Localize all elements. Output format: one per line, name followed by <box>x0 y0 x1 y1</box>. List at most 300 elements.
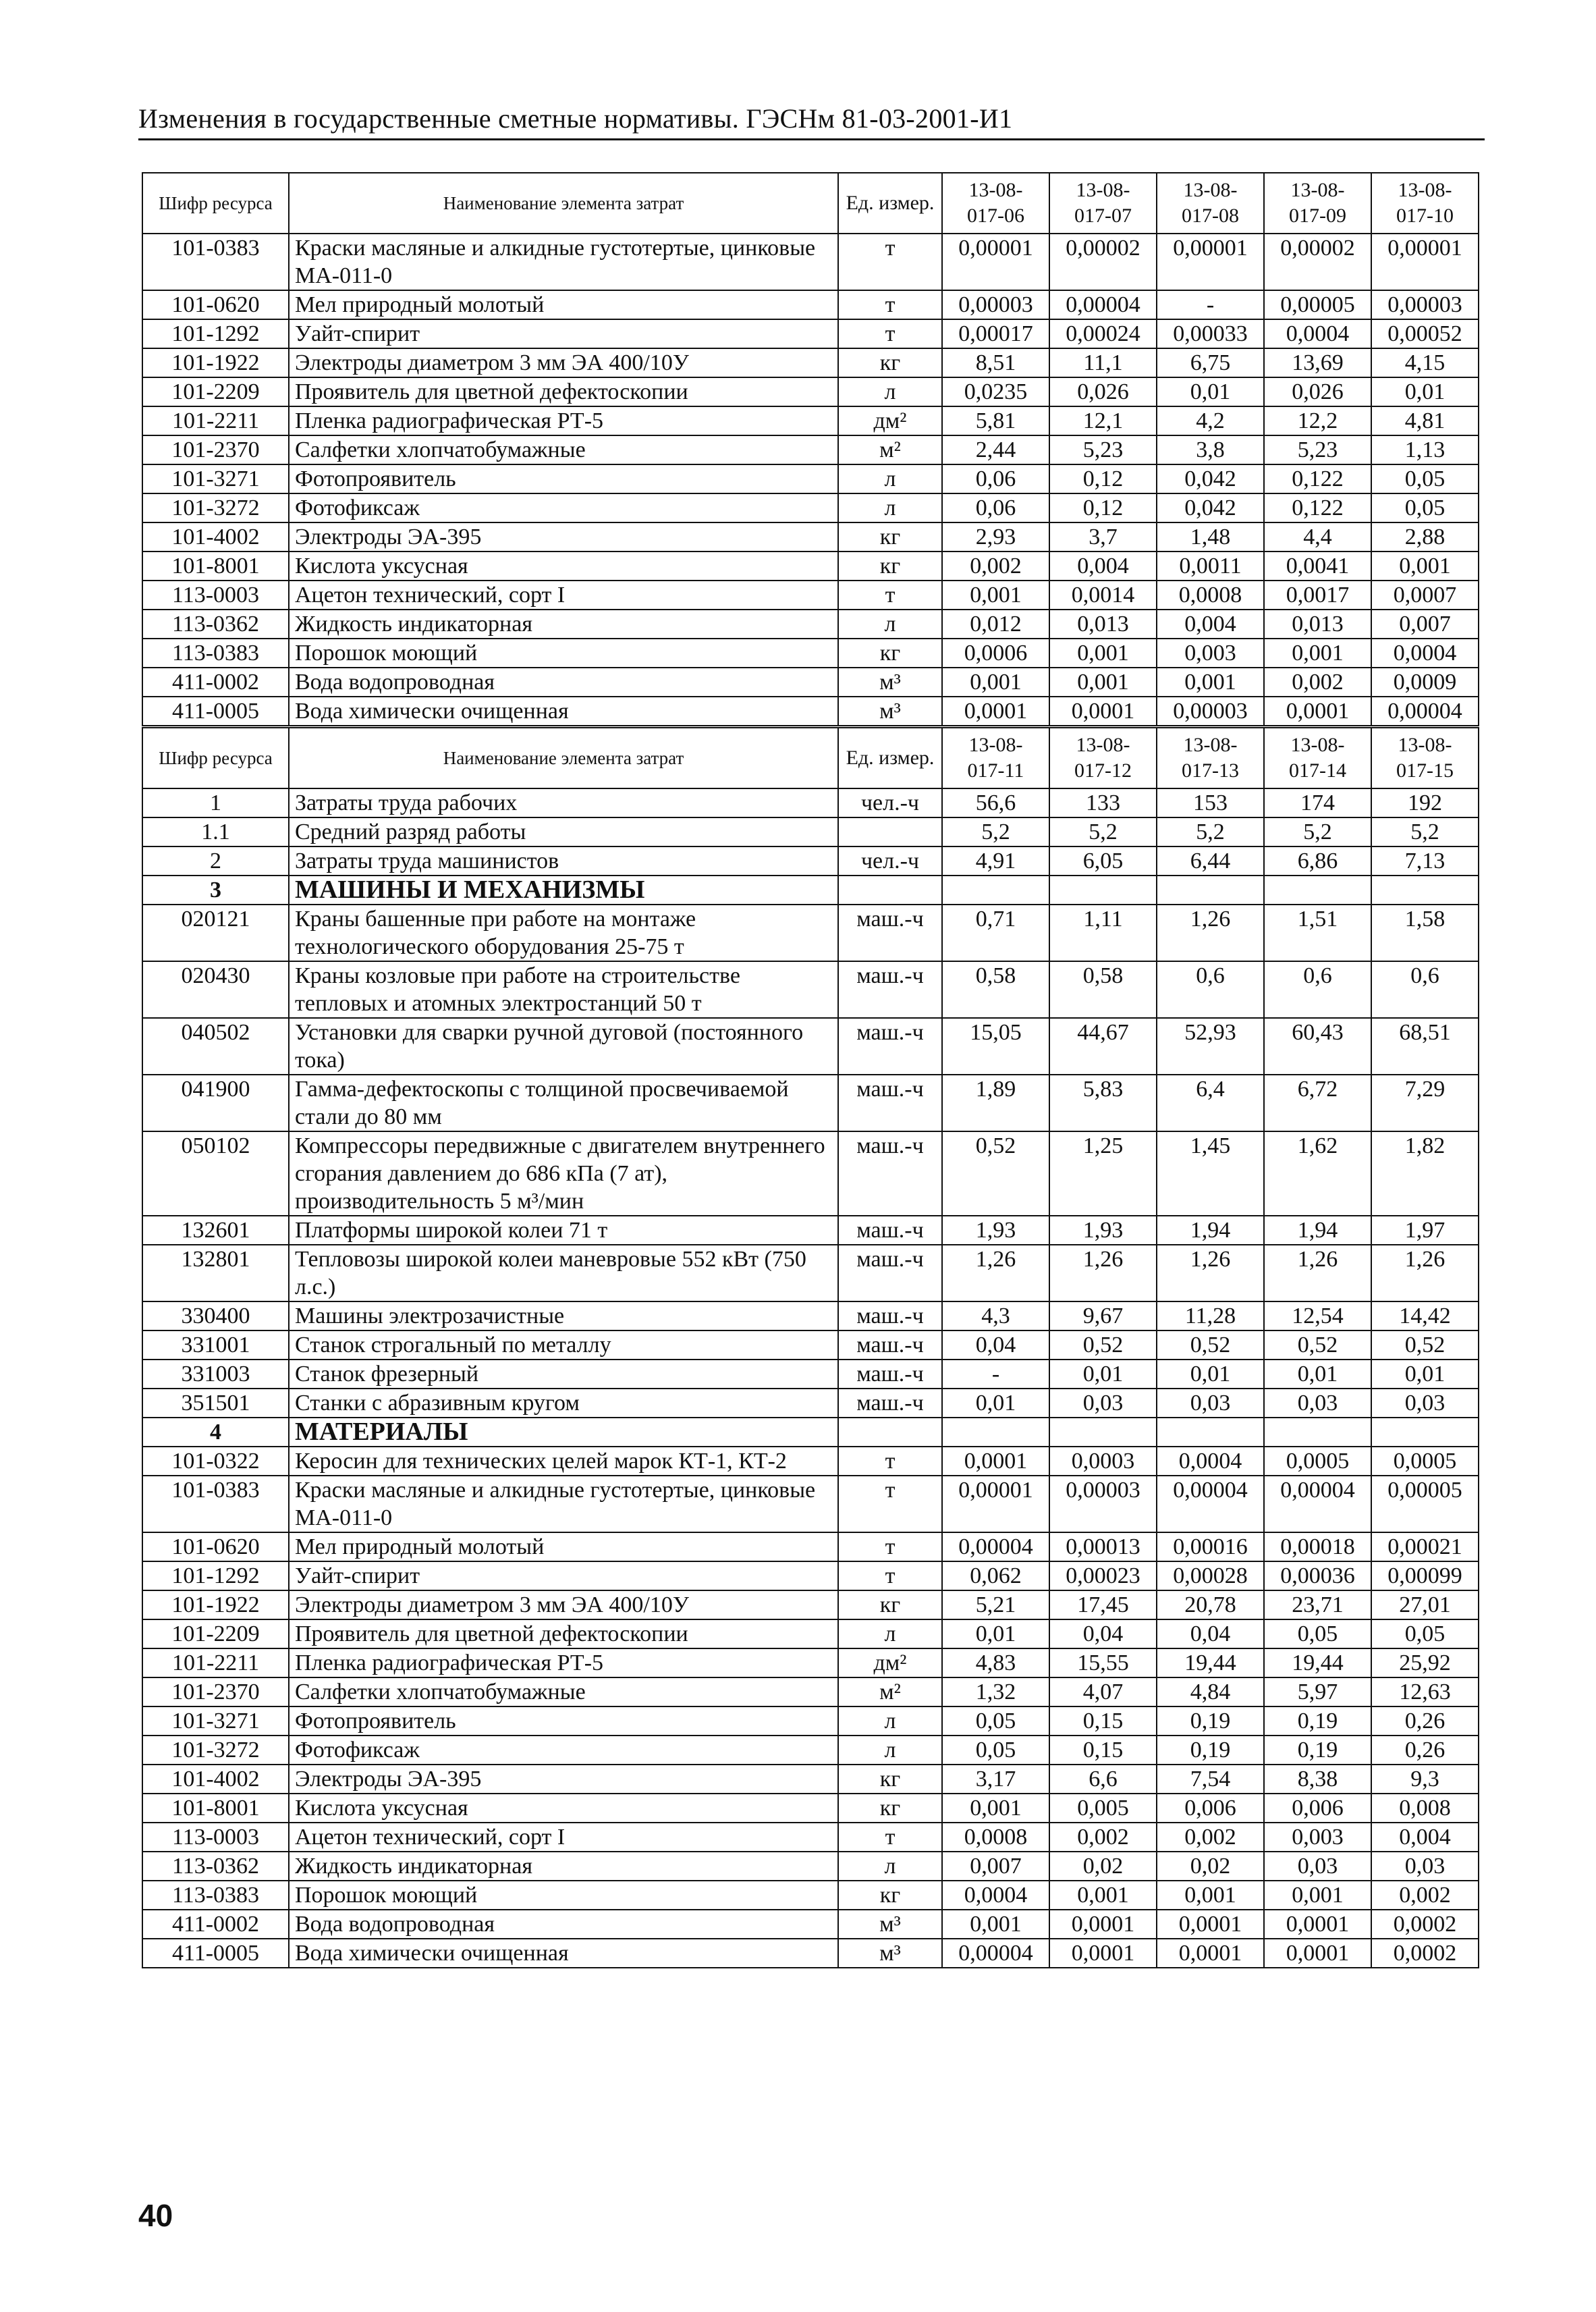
table-row <box>142 1823 1479 1852</box>
cell-code: 101-2370 <box>142 435 289 464</box>
cell-value: 14,42 <box>1371 1301 1479 1330</box>
table-row <box>142 319 1479 348</box>
col-header-norm: 13-08- 017-11 <box>942 728 1049 788</box>
cell-name: Проявитель для цветной дефектоскопии <box>289 377 838 406</box>
cell-value: 68,51 <box>1371 1018 1479 1075</box>
cell-name: Компрессоры передвижные с двигателем внутреннего сгорания давлением до 686 кПа (7 ат), производительность 5 м³/мин <box>289 1131 838 1216</box>
table-row <box>142 1794 1479 1823</box>
cell-code: 330400 <box>142 1301 289 1330</box>
table-row <box>142 234 1479 290</box>
cell-name: МАШИНЫ И МЕХАНИЗМЫ <box>289 876 838 905</box>
cell-value <box>942 876 1049 905</box>
cell-unit: т <box>838 1823 942 1852</box>
col-header-norm: 13-08- 017-12 <box>1049 728 1157 788</box>
table-row <box>142 1765 1479 1794</box>
cell-value: 0,0005 <box>1371 1447 1479 1476</box>
cell-code: 411-0005 <box>142 1939 289 1968</box>
cell-value: 0,26 <box>1371 1736 1479 1765</box>
cell-value: 44,67 <box>1049 1018 1157 1075</box>
cell-value: 4,2 <box>1157 406 1264 435</box>
cell-code: 411-0002 <box>142 1910 289 1939</box>
cell-value: 1,97 <box>1371 1216 1479 1245</box>
cell-unit: маш.-ч <box>838 1075 942 1131</box>
cell-unit: маш.-ч <box>838 1330 942 1360</box>
cell-code: 101-2370 <box>142 1677 289 1706</box>
cell-name: Порошок моющий <box>289 639 838 668</box>
cell-value: 11,28 <box>1157 1301 1264 1330</box>
cell-value: 0,05 <box>1264 1619 1371 1648</box>
resource-table-2 <box>142 727 1479 1968</box>
table-row <box>142 1736 1479 1765</box>
cell-value: 1,48 <box>1157 522 1264 552</box>
cell-name: Салфетки хлопчатобумажные <box>289 435 838 464</box>
cell-unit: маш.-ч <box>838 1131 942 1216</box>
cell-unit: дм² <box>838 1648 942 1677</box>
table-row <box>142 552 1479 581</box>
cell-value: 0,01 <box>1157 377 1264 406</box>
cell-unit: л <box>838 1619 942 1648</box>
table-header-row <box>142 173 1479 234</box>
resource-table-1 <box>142 172 1479 726</box>
cell-value: 0,6 <box>1157 961 1264 1018</box>
cell-value <box>1264 1418 1371 1447</box>
cell-code: 331001 <box>142 1330 289 1360</box>
col-header-unit: Ед. измер. <box>838 173 942 234</box>
cell-value: 0,71 <box>942 905 1049 961</box>
cell-value: 52,93 <box>1157 1018 1264 1075</box>
cell-name: Средний разряд работы <box>289 817 838 846</box>
cell-value: 2,93 <box>942 522 1049 552</box>
cell-value: 0,03 <box>1371 1389 1479 1418</box>
cell-value: 0,001 <box>1049 1881 1157 1910</box>
cell-value: 0,00024 <box>1049 319 1157 348</box>
cell-value: 0,01 <box>1264 1360 1371 1389</box>
cell-value: 0,03 <box>1157 1389 1264 1418</box>
cell-value: 0,00017 <box>942 319 1049 348</box>
cell-value: 1,94 <box>1157 1216 1264 1245</box>
cell-code: 3 <box>142 876 289 905</box>
cell-value: 0,004 <box>1049 552 1157 581</box>
cell-value: 0,0001 <box>1264 697 1371 726</box>
cell-unit: т <box>838 1447 942 1476</box>
cell-unit: т <box>838 581 942 610</box>
cell-value: 0,52 <box>1371 1330 1479 1360</box>
col-header-norm: 13-08- 017-06 <box>942 173 1049 234</box>
cell-name: Машины электрозачистные <box>289 1301 838 1330</box>
cell-value: 4,4 <box>1264 522 1371 552</box>
cell-value: 4,83 <box>942 1648 1049 1677</box>
col-header-name: Наименование элемента затрат <box>289 728 838 788</box>
cell-value: 0,00005 <box>1371 1476 1479 1532</box>
cell-value: 9,3 <box>1371 1765 1479 1794</box>
cell-value: 6,44 <box>1157 846 1264 876</box>
cell-value: 0,0004 <box>1157 1447 1264 1476</box>
cell-code: 101-0620 <box>142 1532 289 1561</box>
cell-value: 5,97 <box>1264 1677 1371 1706</box>
cell-value: 0,0001 <box>1049 697 1157 726</box>
table-row <box>142 1131 1479 1216</box>
cell-code: 113-0003 <box>142 1823 289 1852</box>
table-row <box>142 1476 1479 1532</box>
cell-value: 0,0001 <box>942 1447 1049 1476</box>
cell-value: 3,8 <box>1157 435 1264 464</box>
cell-value: 0,006 <box>1157 1794 1264 1823</box>
cell-value: 0,0006 <box>942 639 1049 668</box>
cell-value: 0,00013 <box>1049 1532 1157 1561</box>
cell-name: Вода химически очищенная <box>289 697 838 726</box>
cell-name: Установки для сварки ручной дуговой (постоянного тока) <box>289 1018 838 1075</box>
cell-value: 2,88 <box>1371 522 1479 552</box>
cell-code: 041900 <box>142 1075 289 1131</box>
cell-value: 0,013 <box>1049 610 1157 639</box>
cell-value: 0,001 <box>942 1910 1049 1939</box>
cell-value: 0,06 <box>942 493 1049 522</box>
cell-code: 101-8001 <box>142 1794 289 1823</box>
cell-code: 101-2209 <box>142 1619 289 1648</box>
cell-value: 5,2 <box>942 817 1049 846</box>
cell-value: 0,008 <box>1371 1794 1479 1823</box>
cell-code: 331003 <box>142 1360 289 1389</box>
cell-value: 0,001 <box>1049 668 1157 697</box>
cell-value: 7,54 <box>1157 1765 1264 1794</box>
cell-value: 0,00018 <box>1264 1532 1371 1561</box>
cell-unit: м³ <box>838 1910 942 1939</box>
cell-value: 7,29 <box>1371 1075 1479 1131</box>
cell-value: 15,55 <box>1049 1648 1157 1677</box>
cell-code: 4 <box>142 1418 289 1447</box>
cell-code: 113-0383 <box>142 1881 289 1910</box>
cell-value: 1,11 <box>1049 905 1157 961</box>
table-row <box>142 1018 1479 1075</box>
cell-unit: м² <box>838 435 942 464</box>
cell-value: 0,0001 <box>1157 1939 1264 1968</box>
cell-code: 101-2211 <box>142 1648 289 1677</box>
table-row <box>142 435 1479 464</box>
table-row <box>142 788 1479 817</box>
cell-value: 174 <box>1264 788 1371 817</box>
cell-value: 0,00001 <box>1371 234 1479 290</box>
cell-name: Фотопроявитель <box>289 1706 838 1736</box>
cell-value: 6,4 <box>1157 1075 1264 1131</box>
cell-value: 0,0007 <box>1371 581 1479 610</box>
cell-value: 5,2 <box>1264 817 1371 846</box>
cell-name: Фотопроявитель <box>289 464 838 493</box>
col-header-norm: 13-08- 017-07 <box>1049 173 1157 234</box>
cell-code: 101-1922 <box>142 1590 289 1619</box>
cell-name: Электроды диаметром 3 мм ЭА 400/10У <box>289 1590 838 1619</box>
cell-name: Кислота уксусная <box>289 552 838 581</box>
table-row <box>142 464 1479 493</box>
cell-value: 0,001 <box>1264 639 1371 668</box>
table-row <box>142 1619 1479 1648</box>
cell-value: 0,001 <box>942 668 1049 697</box>
cell-value: 5,2 <box>1049 817 1157 846</box>
cell-value: 4,07 <box>1049 1677 1157 1706</box>
cell-code: 2 <box>142 846 289 876</box>
cell-value: 5,2 <box>1157 817 1264 846</box>
cell-value: 0,0001 <box>942 697 1049 726</box>
cell-value: 0,01 <box>1157 1360 1264 1389</box>
cell-value: 0,05 <box>1371 1619 1479 1648</box>
cell-unit: маш.-ч <box>838 1216 942 1245</box>
cell-unit: м² <box>838 1677 942 1706</box>
cell-unit: л <box>838 377 942 406</box>
cell-unit: маш.-ч <box>838 1018 942 1075</box>
cell-value: 0,002 <box>1049 1823 1157 1852</box>
cell-value: 8,38 <box>1264 1765 1371 1794</box>
cell-name: Фотофиксаж <box>289 493 838 522</box>
cell-value: 0,013 <box>1264 610 1371 639</box>
cell-value: 0,026 <box>1264 377 1371 406</box>
cell-value: 0,6 <box>1264 961 1371 1018</box>
cell-value: 25,92 <box>1371 1648 1479 1677</box>
cell-value: 0,042 <box>1157 464 1264 493</box>
col-header-unit: Ед. измер. <box>838 728 942 788</box>
cell-name: Вода водопроводная <box>289 1910 838 1939</box>
cell-value: 1,26 <box>1371 1245 1479 1301</box>
cell-value: 0,002 <box>1371 1881 1479 1910</box>
cell-value: 0,0001 <box>1049 1939 1157 1968</box>
cell-value: 5,23 <box>1049 435 1157 464</box>
cell-value: 0,001 <box>1371 552 1479 581</box>
cell-value: 0,003 <box>1264 1823 1371 1852</box>
table-header-row <box>142 728 1479 788</box>
cell-code: 101-0383 <box>142 234 289 290</box>
table-row <box>142 846 1479 876</box>
cell-value: 1,26 <box>1264 1245 1371 1301</box>
cell-value: 56,6 <box>942 788 1049 817</box>
cell-unit: дм² <box>838 406 942 435</box>
cell-unit: маш.-ч <box>838 961 942 1018</box>
cell-value: 1,26 <box>1157 1245 1264 1301</box>
cell-value: 0,00001 <box>1157 234 1264 290</box>
cell-value: 1,89 <box>942 1075 1049 1131</box>
cell-value: 2,44 <box>942 435 1049 464</box>
cell-value: 0,005 <box>1049 1794 1157 1823</box>
cell-name: Ацетон технический, сорт I <box>289 581 838 610</box>
cell-value: 5,81 <box>942 406 1049 435</box>
cell-code: 101-4002 <box>142 522 289 552</box>
table-row <box>142 377 1479 406</box>
cell-name: Краски масляные и алкидные густотертые, цинковые МА-011-0 <box>289 1476 838 1532</box>
cell-name: Жидкость индикаторная <box>289 610 838 639</box>
cell-name: Электроды ЭА-395 <box>289 1765 838 1794</box>
cell-value: 0,012 <box>942 610 1049 639</box>
cell-code: 101-3272 <box>142 493 289 522</box>
cell-value: 0,0011 <box>1157 552 1264 581</box>
table-row <box>142 522 1479 552</box>
cell-value: 19,44 <box>1264 1648 1371 1677</box>
cell-name: Пленка радиографическая РТ-5 <box>289 406 838 435</box>
table-row <box>142 290 1479 319</box>
table-row <box>142 817 1479 846</box>
cell-unit: л <box>838 1736 942 1765</box>
cell-value: 0,007 <box>942 1852 1049 1881</box>
cell-value: 1,25 <box>1049 1131 1157 1216</box>
cell-value: 0,00002 <box>1049 234 1157 290</box>
cell-value: 0,04 <box>1157 1619 1264 1648</box>
header-rule <box>138 138 1485 140</box>
cell-value: 0,002 <box>942 552 1049 581</box>
col-header-norm: 13-08- 017-15 <box>1371 728 1479 788</box>
cell-unit <box>838 876 942 905</box>
cell-name: Уайт-спирит <box>289 1561 838 1590</box>
cell-value: 0,0001 <box>1049 1910 1157 1939</box>
cell-value <box>1371 876 1479 905</box>
page-number: 40 <box>138 2198 173 2233</box>
table-row <box>142 1301 1479 1330</box>
cell-value: 0,122 <box>1264 464 1371 493</box>
cell-value: 0,19 <box>1157 1736 1264 1765</box>
cell-value: 0,00003 <box>1157 697 1264 726</box>
cell-value: 0,0004 <box>1264 319 1371 348</box>
cell-value: 0,0003 <box>1049 1447 1157 1476</box>
cell-value: 3,17 <box>942 1765 1049 1794</box>
cell-value: 0,001 <box>1157 1881 1264 1910</box>
cell-value: 0,0001 <box>1264 1910 1371 1939</box>
cell-value: 0,00003 <box>1049 1476 1157 1532</box>
cell-value: 0,00023 <box>1049 1561 1157 1590</box>
cell-name: Жидкость индикаторная <box>289 1852 838 1881</box>
cell-value: 5,83 <box>1049 1075 1157 1131</box>
cell-code: 050102 <box>142 1131 289 1216</box>
page-header-title: Изменения в государственные сметные нормативы. ГЭСНм 81-03-2001-И1 <box>138 103 1013 134</box>
table-row <box>142 668 1479 697</box>
table-row <box>142 639 1479 668</box>
cell-value: 0,0041 <box>1264 552 1371 581</box>
cell-value: 0,00001 <box>942 1476 1049 1532</box>
cell-value <box>1157 876 1264 905</box>
cell-code: 113-0383 <box>142 639 289 668</box>
cell-value: 60,43 <box>1264 1018 1371 1075</box>
cell-code: 351501 <box>142 1389 289 1418</box>
table-row <box>142 493 1479 522</box>
cell-unit: т <box>838 234 942 290</box>
cell-name: МАТЕРИАЛЫ <box>289 1418 838 1447</box>
cell-value: 0,03 <box>1049 1389 1157 1418</box>
cell-name: Станки с абразивным кругом <box>289 1389 838 1418</box>
cell-value: 192 <box>1371 788 1479 817</box>
cell-value <box>1049 1418 1157 1447</box>
cell-value: 5,23 <box>1264 435 1371 464</box>
cell-code: 113-0362 <box>142 610 289 639</box>
cell-value: 0,19 <box>1264 1736 1371 1765</box>
cell-code: 101-0620 <box>142 290 289 319</box>
cell-value: 1,45 <box>1157 1131 1264 1216</box>
cell-value: 4,84 <box>1157 1677 1264 1706</box>
cell-value: - <box>942 1360 1049 1389</box>
cell-code: 101-1292 <box>142 319 289 348</box>
table-row <box>142 406 1479 435</box>
cell-unit: кг <box>838 1590 942 1619</box>
cell-value: 6,6 <box>1049 1765 1157 1794</box>
cell-value: 0,03 <box>1264 1852 1371 1881</box>
cell-unit: л <box>838 464 942 493</box>
cell-value <box>1264 876 1371 905</box>
cell-name: Платформы широкой колеи 71 т <box>289 1216 838 1245</box>
cell-value: 0,001 <box>1157 668 1264 697</box>
cell-value: 0,002 <box>1264 668 1371 697</box>
cell-code: 101-4002 <box>142 1765 289 1794</box>
cell-value: 0,00052 <box>1371 319 1479 348</box>
cell-value: 0,52 <box>1157 1330 1264 1360</box>
cell-code: 020121 <box>142 905 289 961</box>
cell-code: 132601 <box>142 1216 289 1245</box>
cell-value: 0,026 <box>1049 377 1157 406</box>
cell-value: 3,7 <box>1049 522 1157 552</box>
cell-value: 6,72 <box>1264 1075 1371 1131</box>
table-row <box>142 1706 1479 1736</box>
cell-value: 0,26 <box>1371 1706 1479 1736</box>
table-row <box>142 1245 1479 1301</box>
cell-code: 411-0005 <box>142 697 289 726</box>
table-row <box>142 1648 1479 1677</box>
cell-value: 153 <box>1157 788 1264 817</box>
cell-value: 1,82 <box>1371 1131 1479 1216</box>
cell-unit: кг <box>838 1881 942 1910</box>
cell-name: Уайт-спирит <box>289 319 838 348</box>
cell-value: 0,04 <box>1049 1619 1157 1648</box>
cell-value: 0,00004 <box>942 1939 1049 1968</box>
cell-unit: чел.-ч <box>838 788 942 817</box>
cell-name: Салфетки хлопчатобумажные <box>289 1677 838 1706</box>
cell-unit: т <box>838 1532 942 1561</box>
cell-name: Затраты труда машинистов <box>289 846 838 876</box>
cell-unit: т <box>838 290 942 319</box>
cell-value: 0,001 <box>1049 639 1157 668</box>
cell-value: 0,01 <box>1371 1360 1479 1389</box>
table-row <box>142 1590 1479 1619</box>
cell-name: Проявитель для цветной дефектоскопии <box>289 1619 838 1648</box>
cell-unit: кг <box>838 348 942 377</box>
cell-value: 0,00002 <box>1264 234 1371 290</box>
cell-value <box>1157 1418 1264 1447</box>
cell-value: 0,04 <box>942 1330 1049 1360</box>
cell-value: 133 <box>1049 788 1157 817</box>
cell-value: 1,51 <box>1264 905 1371 961</box>
cell-value: 0,00028 <box>1157 1561 1264 1590</box>
cell-name: Электроды диаметром 3 мм ЭА 400/10У <box>289 348 838 377</box>
cell-code: 101-3271 <box>142 1706 289 1736</box>
cell-value: 5,2 <box>1371 817 1479 846</box>
cell-name: Мел природный молотый <box>289 1532 838 1561</box>
cell-value: 17,45 <box>1049 1590 1157 1619</box>
cell-value: 23,71 <box>1264 1590 1371 1619</box>
cell-unit: л <box>838 610 942 639</box>
cell-value: 0,19 <box>1264 1706 1371 1736</box>
table-row <box>142 348 1479 377</box>
cell-value: 0,00004 <box>1264 1476 1371 1532</box>
col-header-code: Шифр ресурса <box>142 728 289 788</box>
cell-value: 0,0017 <box>1264 581 1371 610</box>
cell-value: 0,007 <box>1371 610 1479 639</box>
cell-name: Станок строгальный по металлу <box>289 1330 838 1360</box>
cell-value: 0,00004 <box>1049 290 1157 319</box>
cell-name: Станок фрезерный <box>289 1360 838 1389</box>
cell-value: 0,03 <box>1264 1389 1371 1418</box>
table-row <box>142 1561 1479 1590</box>
cell-name: Вода химически очищенная <box>289 1939 838 1968</box>
cell-name: Фотофиксаж <box>289 1736 838 1765</box>
cell-value: 12,63 <box>1371 1677 1479 1706</box>
cell-value: 0,062 <box>942 1561 1049 1590</box>
cell-value <box>1371 1418 1479 1447</box>
cell-unit: л <box>838 1852 942 1881</box>
cell-code: 113-0003 <box>142 581 289 610</box>
table-row <box>142 961 1479 1018</box>
cell-value: 0,002 <box>1157 1823 1264 1852</box>
cell-value: 0,15 <box>1049 1736 1157 1765</box>
